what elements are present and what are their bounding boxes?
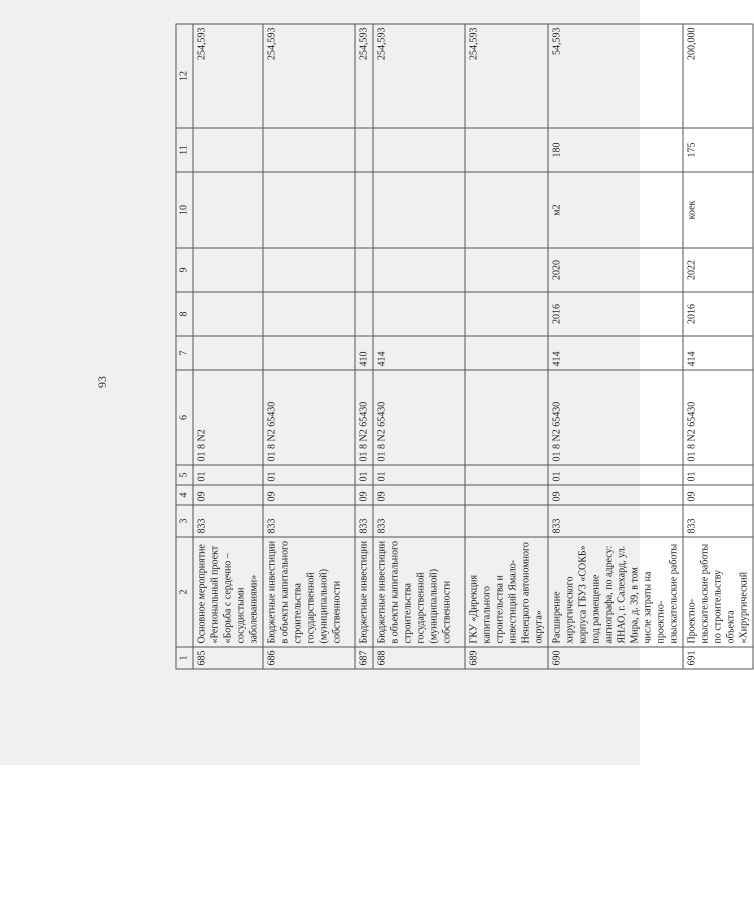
cell-name: Расширение хирургического корпуса ГБУЗ «СОКБ» под размещение ангиографа, по адресу: ЯНАО, г. Салехард, ул. Мира, д. 39, в том числе затраты на проектно-изыскательские работы (548, 537, 683, 647)
cell-index: 688 (373, 647, 465, 669)
cell-code: 833 (683, 505, 753, 537)
cell-subsection (465, 465, 548, 485)
col-header: 3 (176, 505, 193, 537)
cell-capacity (465, 128, 548, 172)
cell-target: 01 8 N2 65430 (263, 370, 355, 465)
cell-end (193, 248, 263, 292)
cell-section: 09 (263, 485, 355, 505)
cell-start (465, 292, 548, 336)
cell-end (355, 248, 373, 292)
cell-amount: 254,593 (465, 24, 548, 128)
cell-index: 690 (548, 647, 683, 669)
cell-start (193, 292, 263, 336)
table-body (193, 24, 753, 669)
cell-unit (465, 172, 548, 248)
col-header: 4 (176, 485, 193, 505)
col-header: 9 (176, 248, 193, 292)
col-header: 8 (176, 292, 193, 336)
cell-code: 833 (355, 505, 373, 537)
cell-end (373, 248, 465, 292)
header-row (176, 24, 193, 669)
rotated-table-block (176, 25, 750, 670)
col-header: 10 (176, 172, 193, 248)
cell-subsection: 01 (683, 465, 753, 485)
cell-code (465, 505, 548, 537)
cell-capacity (193, 128, 263, 172)
cell-target: 01 8 N2 65430 (683, 370, 753, 465)
cell-end: 2020 (548, 248, 683, 292)
cell-type (465, 336, 548, 370)
cell-unit (263, 172, 355, 248)
table-row (263, 24, 355, 669)
cell-start (263, 292, 355, 336)
cell-index: 686 (263, 647, 355, 669)
cell-type (193, 336, 263, 370)
cell-target (465, 370, 548, 465)
cell-code: 833 (263, 505, 355, 537)
cell-amount: 254,593 (193, 24, 263, 128)
col-header: 11 (176, 128, 193, 172)
cell-capacity (355, 128, 373, 172)
col-header: 12 (176, 24, 193, 128)
cell-code: 833 (548, 505, 683, 537)
cell-unit (373, 172, 465, 248)
cell-name: Бюджетные инвестиции (355, 537, 373, 647)
cell-unit: м2 (548, 172, 683, 248)
col-header: 1 (176, 647, 193, 669)
cell-amount: 54,593 (548, 24, 683, 128)
cell-end: 2022 (683, 248, 753, 292)
cell-index: 687 (355, 647, 373, 669)
cell-capacity (263, 128, 355, 172)
cell-index: 685 (193, 647, 263, 669)
cell-amount: 200,000 (683, 24, 753, 128)
cell-target: 01 8 N2 65430 (548, 370, 683, 465)
cell-type: 414 (683, 336, 753, 370)
col-header: 7 (176, 336, 193, 370)
cell-type (263, 336, 355, 370)
cell-code: 833 (193, 505, 263, 537)
cell-start (355, 292, 373, 336)
cell-section: 09 (373, 485, 465, 505)
cell-name: Бюджетные инвестиции в объекты капитального строительства государственной (муниципальной) собственности (373, 537, 465, 647)
cell-type: 410 (355, 336, 373, 370)
cell-capacity: 180 (548, 128, 683, 172)
cell-start: 2016 (548, 292, 683, 336)
cell-amount: 254,593 (373, 24, 465, 128)
cell-subsection: 01 (548, 465, 683, 485)
col-header: 6 (176, 370, 193, 465)
col-header: 2 (176, 537, 193, 647)
cell-subsection: 01 (355, 465, 373, 485)
cell-type: 414 (548, 336, 683, 370)
col-header: 5 (176, 465, 193, 485)
cell-unit (355, 172, 373, 248)
cell-subsection: 01 (263, 465, 355, 485)
cell-name: Бюджетные инвестиции в объекты капитального строительства государственной (муниципальной) собственности (263, 537, 355, 647)
cell-target: 01 8 N2 (193, 370, 263, 465)
table-row (373, 24, 465, 669)
cell-section (465, 485, 548, 505)
cell-name: Проектно-изыскательские работы по строительству объекта «Хирургический (683, 537, 753, 647)
cell-name: ГКУ «Дирекция капитального строительства и инвестиций Ямало-Ненецкого автономного округа» (465, 537, 548, 647)
cell-index: 689 (465, 647, 548, 669)
cell-subsection: 01 (193, 465, 263, 485)
cell-capacity: 175 (683, 128, 753, 172)
cell-index: 691 (683, 647, 753, 669)
cell-type: 414 (373, 336, 465, 370)
cell-section: 09 (548, 485, 683, 505)
cell-section: 09 (683, 485, 753, 505)
cell-code: 833 (373, 505, 465, 537)
cell-name: Основное мероприятие «Региональный проект «Борьба с сердечно – сосудистыми заболеваниями» (193, 537, 263, 647)
page-number: 93 (95, 376, 109, 388)
table-row (355, 24, 373, 669)
cell-subsection: 01 (373, 465, 465, 485)
table-row (465, 24, 548, 669)
cell-start: 2016 (683, 292, 753, 336)
cell-end (465, 248, 548, 292)
cell-start (373, 292, 465, 336)
table-row (683, 24, 753, 669)
cell-amount: 254,593 (355, 24, 373, 128)
cell-end (263, 248, 355, 292)
cell-target: 01 8 N2 65430 (373, 370, 465, 465)
cell-section: 09 (355, 485, 373, 505)
cell-section: 09 (193, 485, 263, 505)
cell-target: 01 8 N2 65430 (355, 370, 373, 465)
cell-amount: 254,593 (263, 24, 355, 128)
cell-capacity (373, 128, 465, 172)
table-row (548, 24, 683, 669)
cell-unit: коек (683, 172, 753, 248)
table-row (193, 24, 263, 669)
cell-unit (193, 172, 263, 248)
data-table (176, 24, 754, 670)
